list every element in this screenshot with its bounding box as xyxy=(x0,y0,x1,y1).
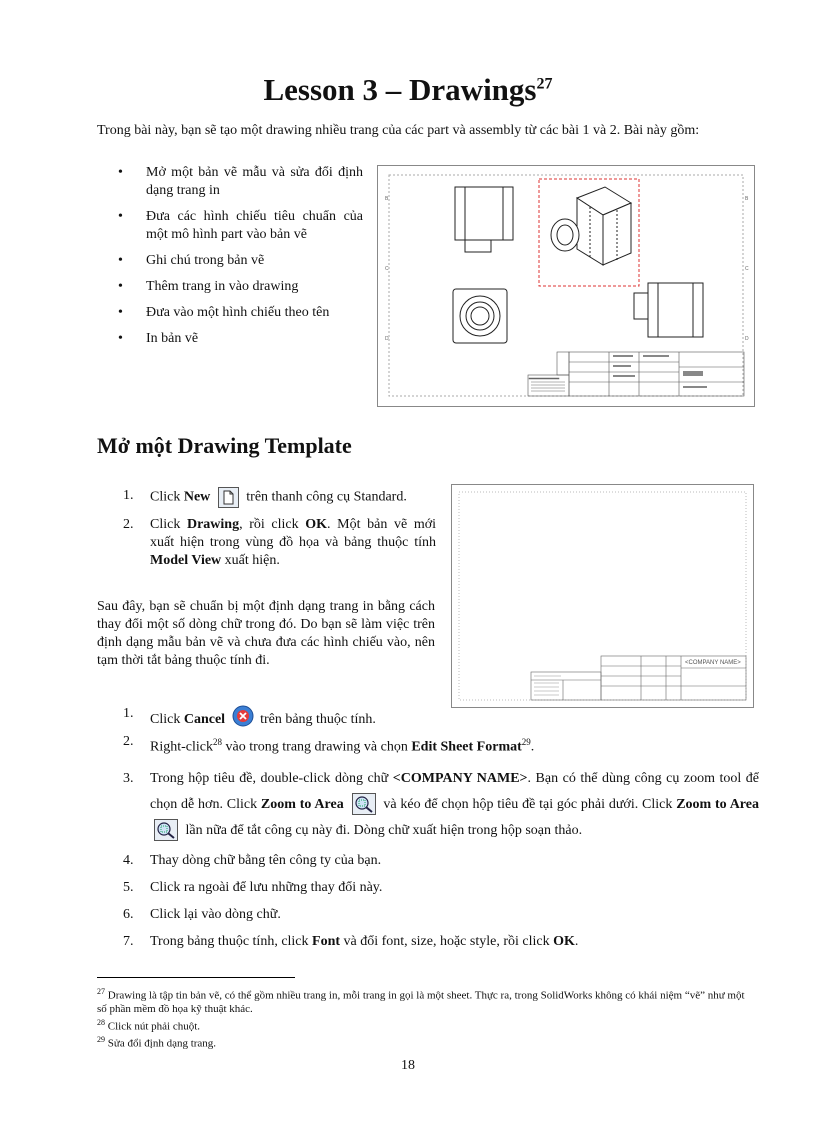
list-item: • Ghi chú trong bản vẽ xyxy=(115,252,363,270)
list-item: 2. Right-click$^{28}$ vào trong trang drawing và chọn Edit Sheet Format$^{29}$. xyxy=(123,734,535,755)
list-item: • Đưa vào một hình chiếu theo tên xyxy=(115,304,363,322)
list-item: 2. Click Drawing, rồi click OK. Một bản vẽ mới xuất hiện trong vùng đồ họa và bảng thuộc tính Model View xuất hiện. xyxy=(123,517,436,568)
zoom-to-area-icon[interactable] xyxy=(154,819,178,841)
list-item: 7. Trong bảng thuộc tính, click Font và đổi font, size, hoặc style, rồi click OK. xyxy=(123,933,579,949)
svg-text:B: B xyxy=(745,196,749,202)
svg-text:C: C xyxy=(385,266,389,272)
empty-sheet-figure xyxy=(451,484,754,708)
drawing-example-figure xyxy=(377,165,755,407)
prepare-format-paragraph: Sau đây, bạn sẽ chuẩn bị một định dạng trang in bằng cách thay đổi một số dòng chữ trong đó. Do bạn sẽ làm việc trên định dạng mẫu bản vẽ và chưa đưa các hình chiếu vào, nên tạm thời tắt bảng thuộc tính đi. xyxy=(97,599,435,668)
footnotes xyxy=(97,985,757,1051)
steps-b-list xyxy=(123,705,759,951)
svg-text:B: B xyxy=(385,196,389,202)
footnote-ref-29: 29 xyxy=(521,737,531,747)
list-item: 1. Click New trên thanh công cụ Standard. xyxy=(123,487,436,508)
footnote: $^{27}$ Drawing là tập tin bản vẽ, có thể gồm nhiều trang in, mỗi trang in gọi là một sheet. Thực ra, trong SolidWorks không có khái niệm “vẽ” như một số phần mềm đồ họa kỹ thuật khác. xyxy=(97,987,745,1015)
svg-text:D: D xyxy=(385,336,389,342)
list-item: • In bản vẽ xyxy=(115,330,363,348)
list-item: 4. Thay dòng chữ bằng tên công ty của bạn. xyxy=(123,852,382,868)
cancel-icon[interactable] xyxy=(231,705,255,729)
top-view xyxy=(453,289,507,343)
list-item: • Mở một bản vẽ mẫu và sửa đổi định dạng trang in xyxy=(115,164,363,200)
list-item: 6. Click lại vào dòng chữ. xyxy=(123,906,281,922)
list-item: 5. Click ra ngoài để lưu những thay đổi này. xyxy=(123,879,383,895)
steps-a-list xyxy=(123,487,436,570)
new-document-icon[interactable] xyxy=(218,487,239,508)
lesson-topics-list xyxy=(115,164,363,356)
list-item: • Đưa các hình chiếu tiêu chuẩn của một mô hình part vào bản vẽ xyxy=(115,208,363,244)
zoom-to-area-icon[interactable] xyxy=(352,793,376,815)
footnote: $^{29}$ Sửa đổi định dạng trang. xyxy=(97,1035,217,1050)
section-heading: Mở một Drawing Template xyxy=(97,433,352,458)
figure-frame xyxy=(452,485,754,708)
svg-text:D: D xyxy=(745,336,749,342)
intro-paragraph: Trong bài này, bạn sẽ tạo một drawing nhiều trang của các part và assembly từ các bài 1 và 2. Bài này gồm: xyxy=(97,123,700,138)
list-item: 3. Trong hộp tiêu đề, double-click dòng chữ <COMPANY NAME>. Bạn có thể dùng công cụ zoom tool để chọn dễ hơn. Click Zoom to Area và kéo để chọn hộp tiêu đề tại góc phải dưới. Click Zoom to Area lần nữa để tắt công cụ này đi. Dòng chữ xuất hiện trong hộp soạn thảo. xyxy=(123,766,759,844)
lesson-title: Lesson 3 – Drawings$^{27}$ xyxy=(263,72,553,107)
footnote: $^{28}$ Click nút phải chuột. xyxy=(97,1017,201,1033)
page-number: 18 xyxy=(401,1058,415,1073)
company-name-placeholder[interactable]: <COMPANY NAME> xyxy=(685,660,741,666)
svg-text:C: C xyxy=(745,266,749,272)
list-item: • Thêm trang in vào drawing xyxy=(115,278,363,296)
footnote-divider xyxy=(97,977,295,978)
footnote-ref-28: 28 xyxy=(213,737,222,747)
list-item: 1. Click Cancel trên bảng thuộc tính. xyxy=(123,706,376,727)
footnote-ref-27: 27 xyxy=(536,75,553,93)
